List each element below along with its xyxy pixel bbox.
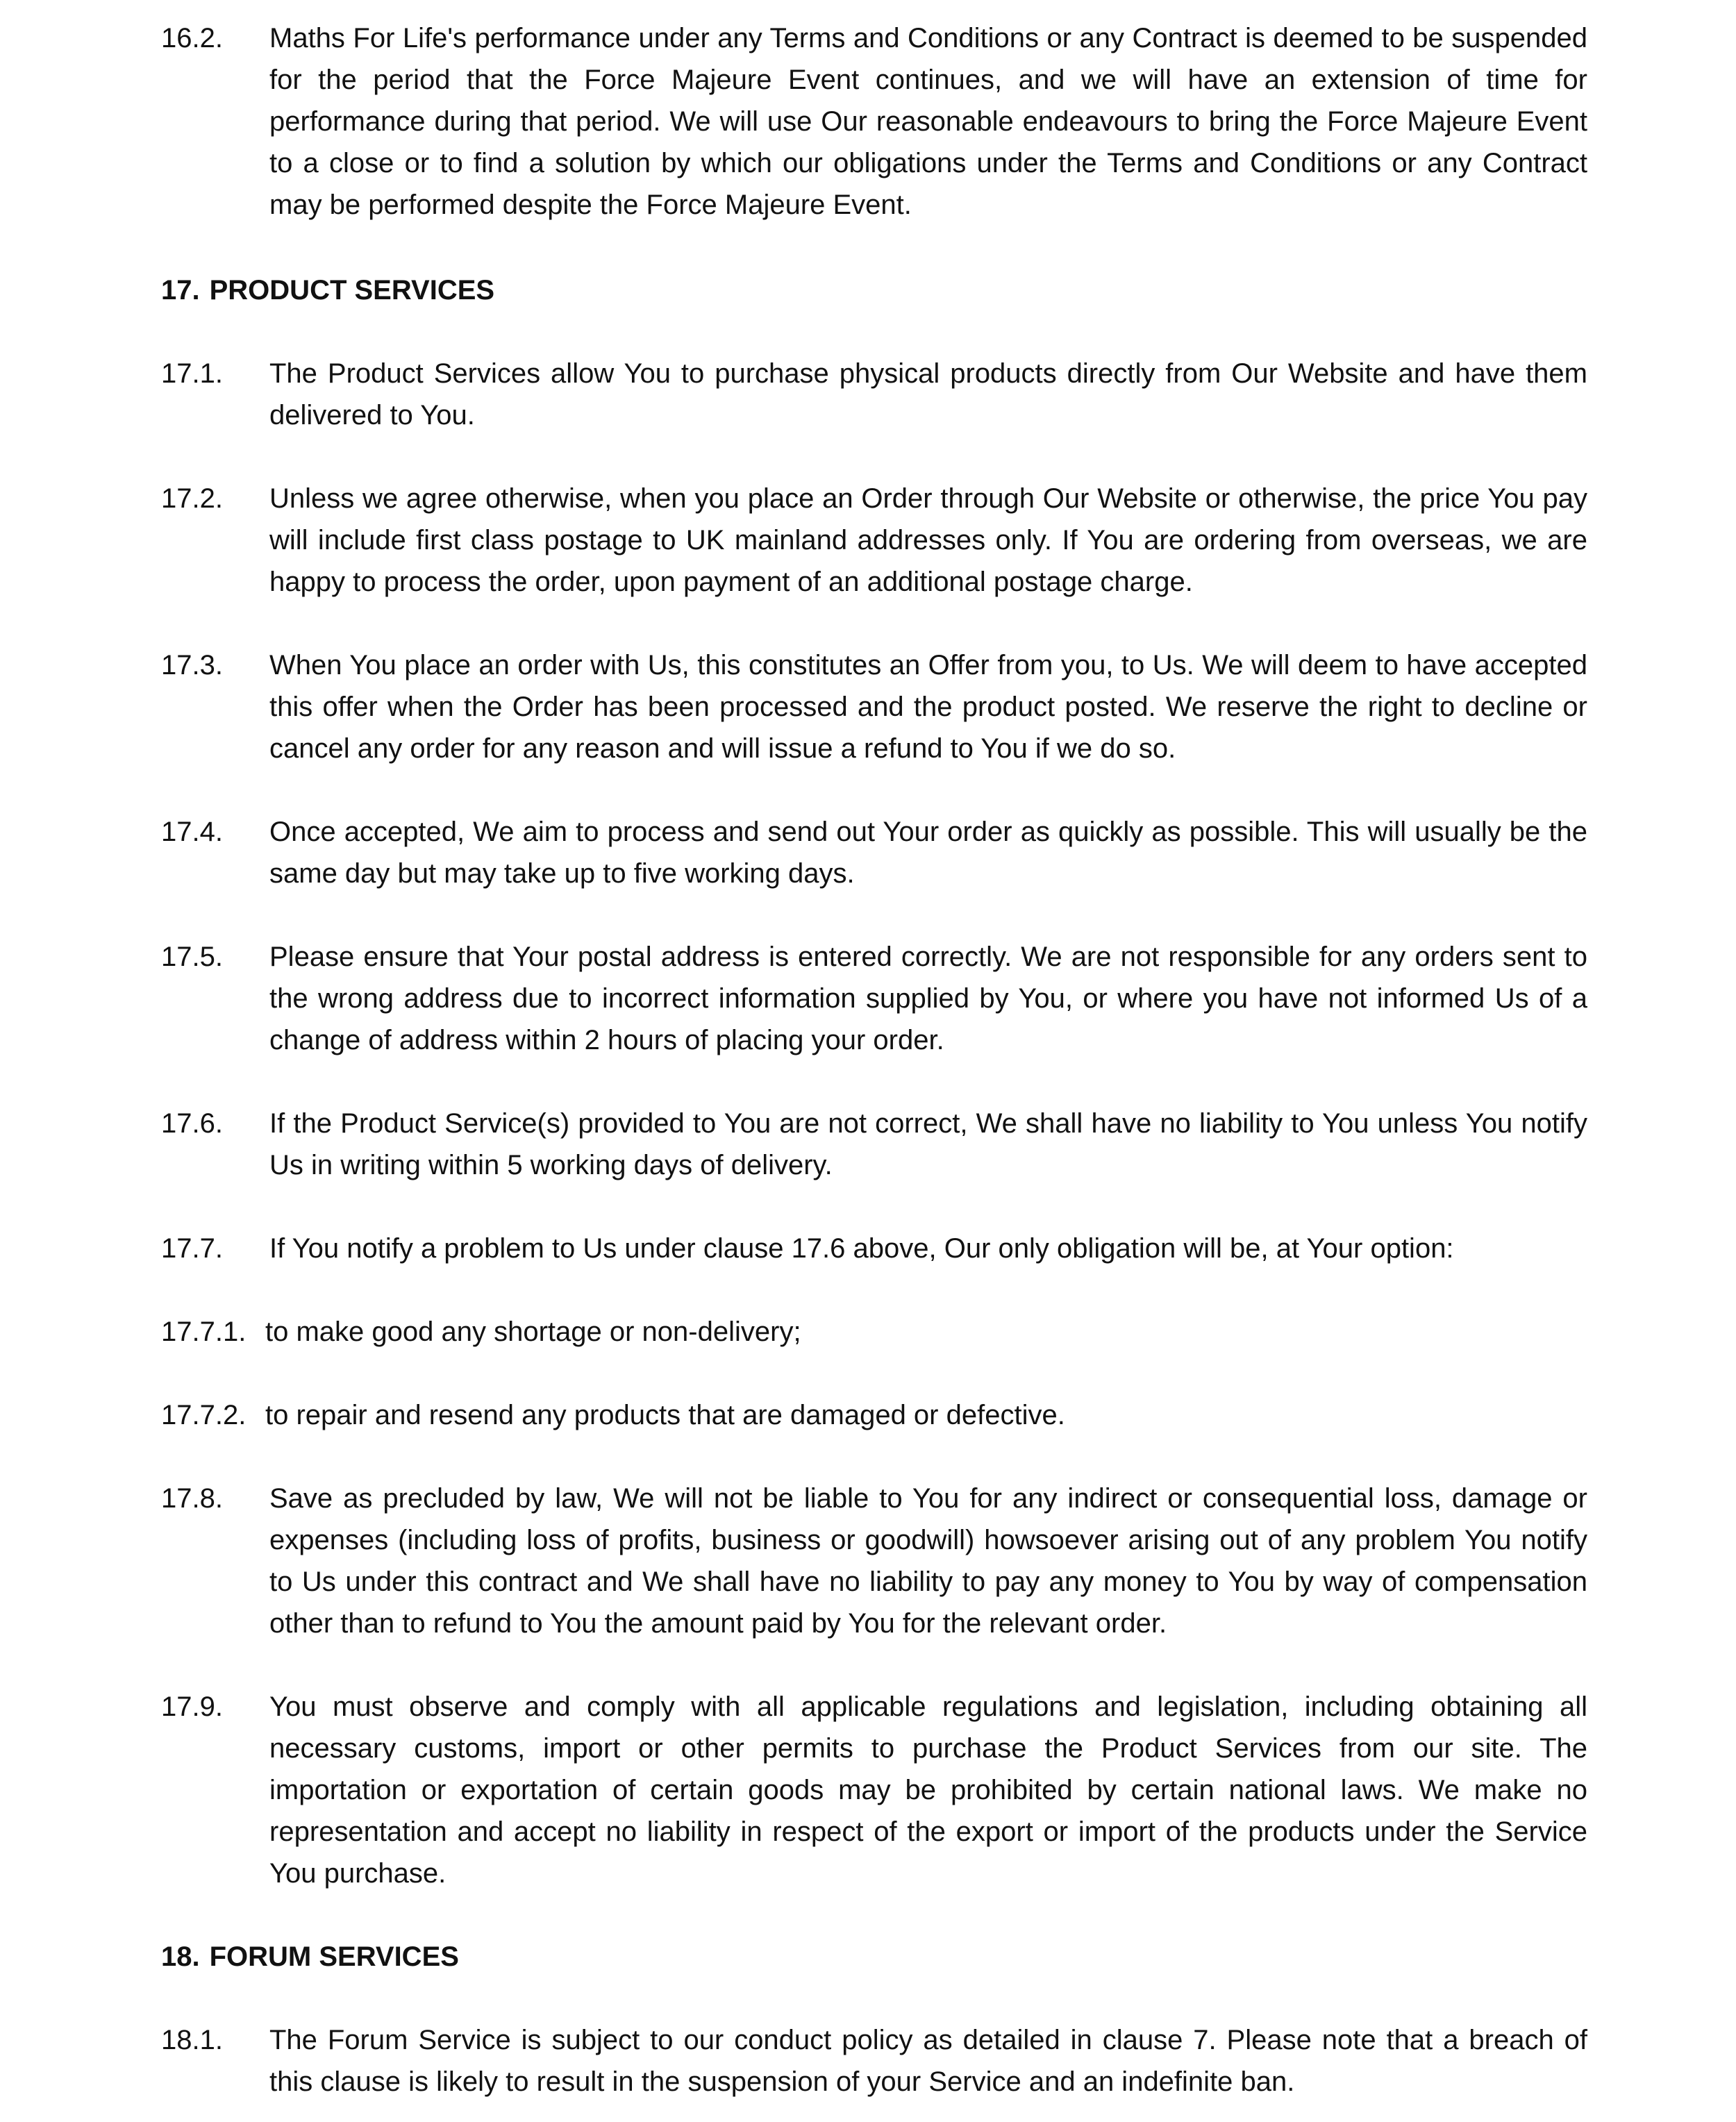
clause-17-7-1 — [161, 1311, 1587, 1353]
clause-number: 17.8. — [161, 1483, 223, 1514]
clause-17-5 — [161, 936, 1587, 1061]
clause-number: 17.1. — [161, 358, 223, 389]
clause-17-3 — [161, 644, 1587, 769]
clause-text: Save as precluded by law, We will not be liable to You for any indirect or consequential loss, damage or expenses (including loss of profits, business or goodwill) howsoever arising out of any problem You notify to Us under this contract and We shall have no liability to pay any money to You by way of compensation other than to refund to You the amount paid by You for the relevant order. — [269, 1483, 1587, 1639]
clause-18-1 — [161, 2019, 1587, 2103]
clause-number: 16.2. — [161, 23, 223, 53]
clause-number: 17.7.2. — [161, 1400, 247, 1430]
clause-text: Unless we agree otherwise, when you place an Order through Our Website or otherwise, the price You pay will include first class postage to UK mainland addresses only. If You are ordering from overseas, we are happy to process the order, upon payment of an additional postage charge. — [269, 483, 1587, 597]
clause-17-8 — [161, 1478, 1587, 1644]
clause-17-4 — [161, 811, 1587, 894]
clause-text: to repair and resend any products that are damaged or defective. — [265, 1400, 1065, 1430]
clause-text: If You notify a problem to Us under clause 17.6 above, Our only obligation will be, at Your option: — [269, 1233, 1454, 1264]
clause-text: If the Product Service(s) provided to You are not correct, We shall have no liability to You unless You notify Us in writing within 5 working days of delivery. — [269, 1108, 1587, 1180]
clause-number: 17.7.1. — [161, 1317, 247, 1347]
clause-17-2 — [161, 478, 1587, 603]
clause-17-9 — [161, 1686, 1587, 1894]
section-number: 18. — [161, 1941, 200, 1972]
clause-17-7 — [161, 1228, 1587, 1269]
clause-text: The Forum Service is subject to our conduct policy as detailed in clause 7. Please note that a breach of this clause is likely to result in the suspension of your Service and an indefinite ban. — [269, 2025, 1587, 2097]
clause-text: You must observe and comply with all applicable regulations and legislation, including obtaining all necessary customs, import or other permits to purchase the Product Services from our site. The importation or exportation of certain goods may be prohibited by certain national laws. We make no representation and accept no liability in respect of the export or import of the products under the Service You purchase. — [269, 1691, 1587, 1889]
clause-number: 17.5. — [161, 942, 223, 972]
section-number: 17. — [161, 275, 200, 306]
section-heading-18 — [161, 1936, 459, 1978]
clause-16-2 — [161, 17, 1587, 226]
clause-number: 18.1. — [161, 2025, 223, 2055]
section-title: FORUM SERVICES — [209, 1941, 459, 1972]
clause-text: When You place an order with Us, this constitutes an Offer from you, to Us. We will deem to have accepted this offer when the Order has been processed and the product posted. We reserve the right to decline or cancel any order for any reason and will issue a refund to You if we do so. — [269, 650, 1587, 764]
clause-number: 17.4. — [161, 817, 223, 847]
clause-text: Please ensure that Your postal address is entered correctly. We are not responsible for any orders sent to the wrong address due to incorrect information supplied by You, or where you have not informed Us of a change of address within 2 hours of placing your order. — [269, 942, 1587, 1055]
clause-number: 17.3. — [161, 650, 223, 680]
clause-text: Once accepted, We aim to process and send out Your order as quickly as possible. This will usually be the same day but may take up to five working days. — [269, 817, 1587, 889]
clause-number: 17.6. — [161, 1108, 223, 1139]
clause-number: 17.9. — [161, 1691, 223, 1722]
clause-text: The Product Services allow You to purchase physical products directly from Our Website and have them delivered to You. — [269, 358, 1587, 431]
clause-17-7-2 — [161, 1394, 1587, 1436]
section-heading-17 — [161, 269, 494, 311]
clause-number: 17.7. — [161, 1233, 223, 1264]
clause-17-6 — [161, 1103, 1587, 1186]
clause-text: to make good any shortage or non-delivery; — [265, 1317, 801, 1347]
clause-17-1 — [161, 353, 1587, 436]
clause-text: Maths For Life's performance under any Terms and Conditions or any Contract is deemed to be suspended for the period that the Force Majeure Event continues, and we will have an extension of time for performance during that period. We will use Our reasonable endeavours to bring the Force Majeure Event to a close or to find a solution by which our obligations under the Terms and Conditions or any Contract may be performed despite the Force Majeure Event. — [269, 23, 1587, 220]
clause-number: 17.2. — [161, 483, 223, 514]
section-title: PRODUCT SERVICES — [209, 275, 495, 306]
